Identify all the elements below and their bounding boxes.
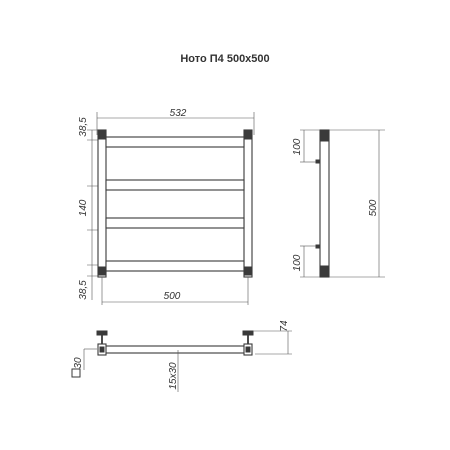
rung-1	[106, 137, 244, 147]
dim-profile-section: 30	[73, 357, 84, 369]
dim-top-offset: 38,5	[78, 117, 89, 137]
dim-middle-gap: 140	[78, 199, 89, 217]
top-view	[72, 320, 292, 392]
left-post-bottom-cap	[99, 267, 105, 275]
dim-bottom-mount: 100	[292, 254, 303, 272]
side-post	[320, 130, 329, 277]
side-view	[292, 130, 385, 277]
side-bottom-bracket	[316, 245, 320, 248]
dim-depth: 74	[279, 320, 290, 332]
left-post	[98, 130, 106, 277]
right-post-bottom-cap	[245, 267, 251, 275]
right-wall-bracket	[243, 331, 253, 335]
dim-bottom-offset: 38,5	[78, 280, 89, 300]
drawing-title: Hото П4 500x500	[180, 53, 270, 65]
dim-axis-width: 500	[163, 291, 181, 302]
left-wall-bracket	[97, 331, 107, 335]
rung-4	[106, 261, 244, 271]
side-post-top-cap	[321, 131, 328, 141]
dim-rung-profile: 15x30	[168, 362, 179, 390]
side-top-bracket	[316, 160, 320, 163]
side-post-bottom-cap	[321, 266, 328, 276]
rung-2	[106, 180, 244, 190]
dim-total-width: 532	[169, 108, 187, 119]
right-post	[244, 130, 252, 277]
dim-top-mount: 100	[292, 138, 303, 156]
left-post-top-cap	[99, 131, 105, 139]
rung-3	[106, 218, 244, 228]
right-post-top-cap	[245, 131, 251, 139]
dim-height: 500	[368, 199, 379, 217]
profile-section-square	[72, 369, 80, 377]
front-view	[78, 108, 254, 305]
